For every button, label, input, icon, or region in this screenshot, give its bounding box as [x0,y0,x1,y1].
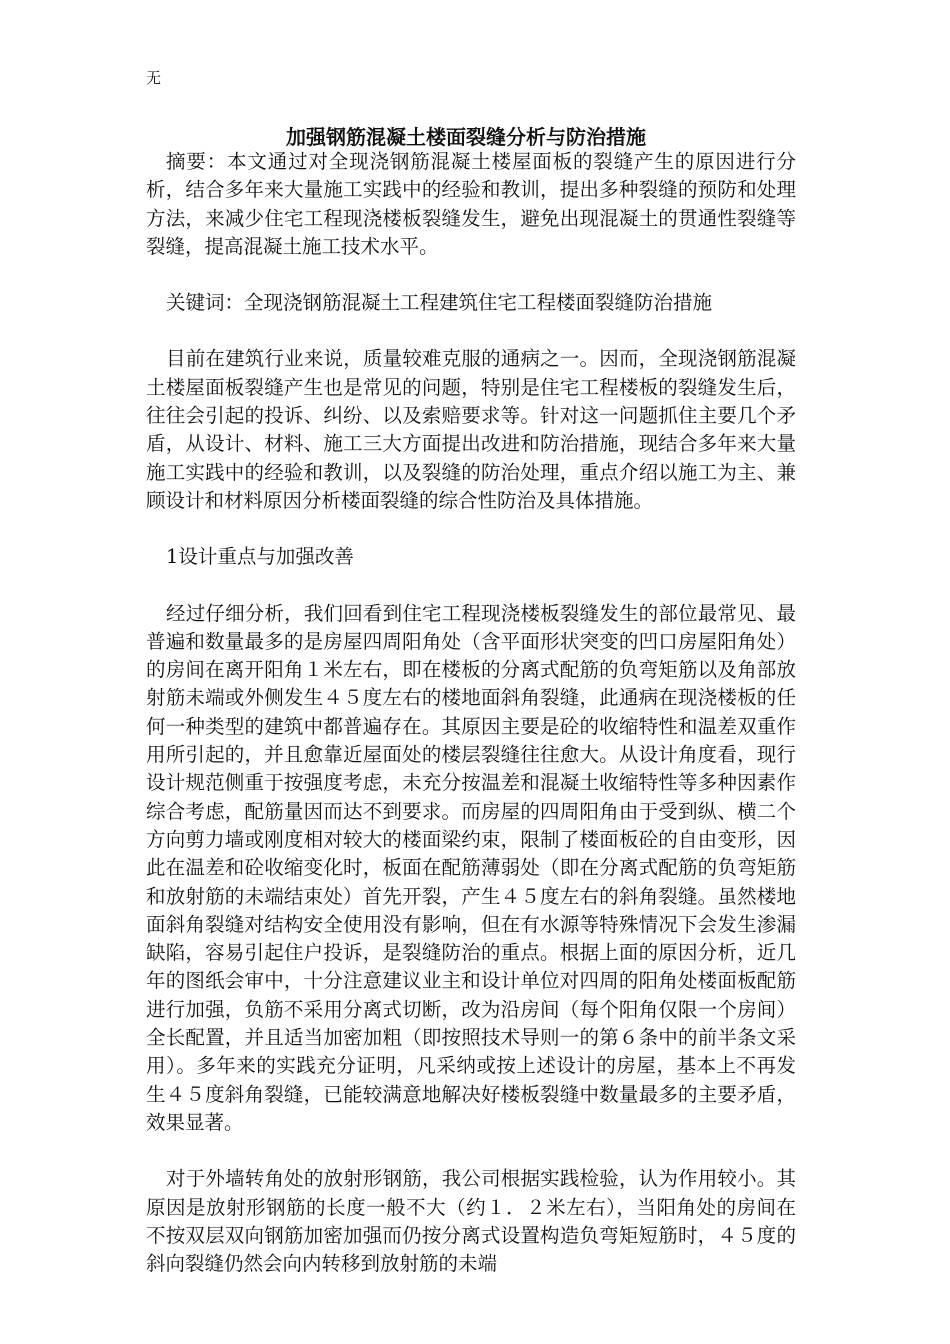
document-title: 加强钢筋混凝土楼面裂缝分析与防治措施 [286,125,646,149]
abstract-paragraph: 摘要：本文通过对全现浇钢筋混凝土楼屋面板的裂缝产生的原因进行分析，结合多年来大量施工实践中的经验和教训，提出多种裂缝的预防和处理方法，来减少住宅工程现浇楼板裂缝发生，避免出现混凝土的贯通性裂缝等裂缝，提高混凝土施工技术水平。 [146,150,796,258]
section1-heading: 1设计重点与加强改善 [166,545,354,569]
section1-paragraph-2: 对于外墙转角处的放射形钢筋，我公司根据实践检验，认为作用较小。其原因是放射形钢筋的长度一般不大（约１．２米左右），当阳角处的房间在不按双层双向钢筋加密加强而仍按分离式设置构造负弯矩短筋时，４５度的斜向裂缝仍然会向内转移到放射筋的未端 [146,1167,796,1276]
intro-paragraph: 目前在建筑行业来说，质量较难克服的通病之一。因而，全现浇钢筋混凝土楼屋面板裂缝产生也是常见的问题，特别是住宅工程楼板的裂缝发生后，往往会引起的投诉、纠纷、以及索赔要求等。针对这一问题抓住主要几个矛盾，从设计、材料、施工三大方面提出改进和防治措施，现结合多年来大量施工实践中的经验和教训，以及裂缝的防治处理，重点介绍以施工为主、兼顾设计和材料原因分析楼面裂缝的综合性防治及具体措施。 [146,347,796,512]
document-body [146,148,796,1278]
header-mark: 无 [146,69,162,87]
keywords-paragraph: 关键词：全现浇钢筋混凝土工程建筑住宅工程楼面裂缝防治措施 [166,291,713,315]
section1-paragraph-1: 经过仔细分析，我们回看到住宅工程现浇楼板裂缝发生的部位最常见、最普遍和数量最多的是房屋四周阳角处（含平面形状突变的凹口房屋阳角处）的房间在离开阳角１米左右，即在楼板的分离式配筋的负弯矩筋以及角部放射筋未端或外侧发生４５度左右的楼地面斜角裂缝，此通病在现浇楼板的任何一种类型的建筑中都普遍存在。其原因主要是砼的收缩特性和温差双重作用所引起的，并且愈靠近屋面处的楼层裂缝往往愈大。从设计角度看，现行设计规范侧重于按强度考虑，未充分按温差和混凝土收缩特性等多种因素作综合考虑，配筋量因而达不到要求。而房屋的四周阳角由于受到纵、横二个方向剪力墙或刚度相对较大的楼面梁约束，限制了楼面板砼的自由变形，因此在温差和砼收缩变化时，板面在配筋薄弱处（即在分离式配筋的负弯矩筋和放射筋的未端结束处）首先开裂，产生４５度左右的斜角裂缝。虽然楼地面斜角裂缝对结构安全使用没有影响，但在有水源等特殊情况下会发生渗漏缺陷，容易引起住户投诉，是裂缝防治的重点。根据上面的原因分析，近几年的图纸会审中，十分注意建议业主和设计单位对四周的阳角处楼面板配筋进行加强，负筋不采用分离式切断，改为沿房间（每个阳角仅限一个房间）全长配置，并且适当加密加粗（即按照技术导则一的第６条中的前半条文采用）。多年来的实践充分证明，凡采纳或按上述设计的房屋，基本上不再发生４５度斜角裂缝，已能较满意地解决好楼板裂缝中数量最多的主要矛盾，效果显著。 [146,601,796,1134]
